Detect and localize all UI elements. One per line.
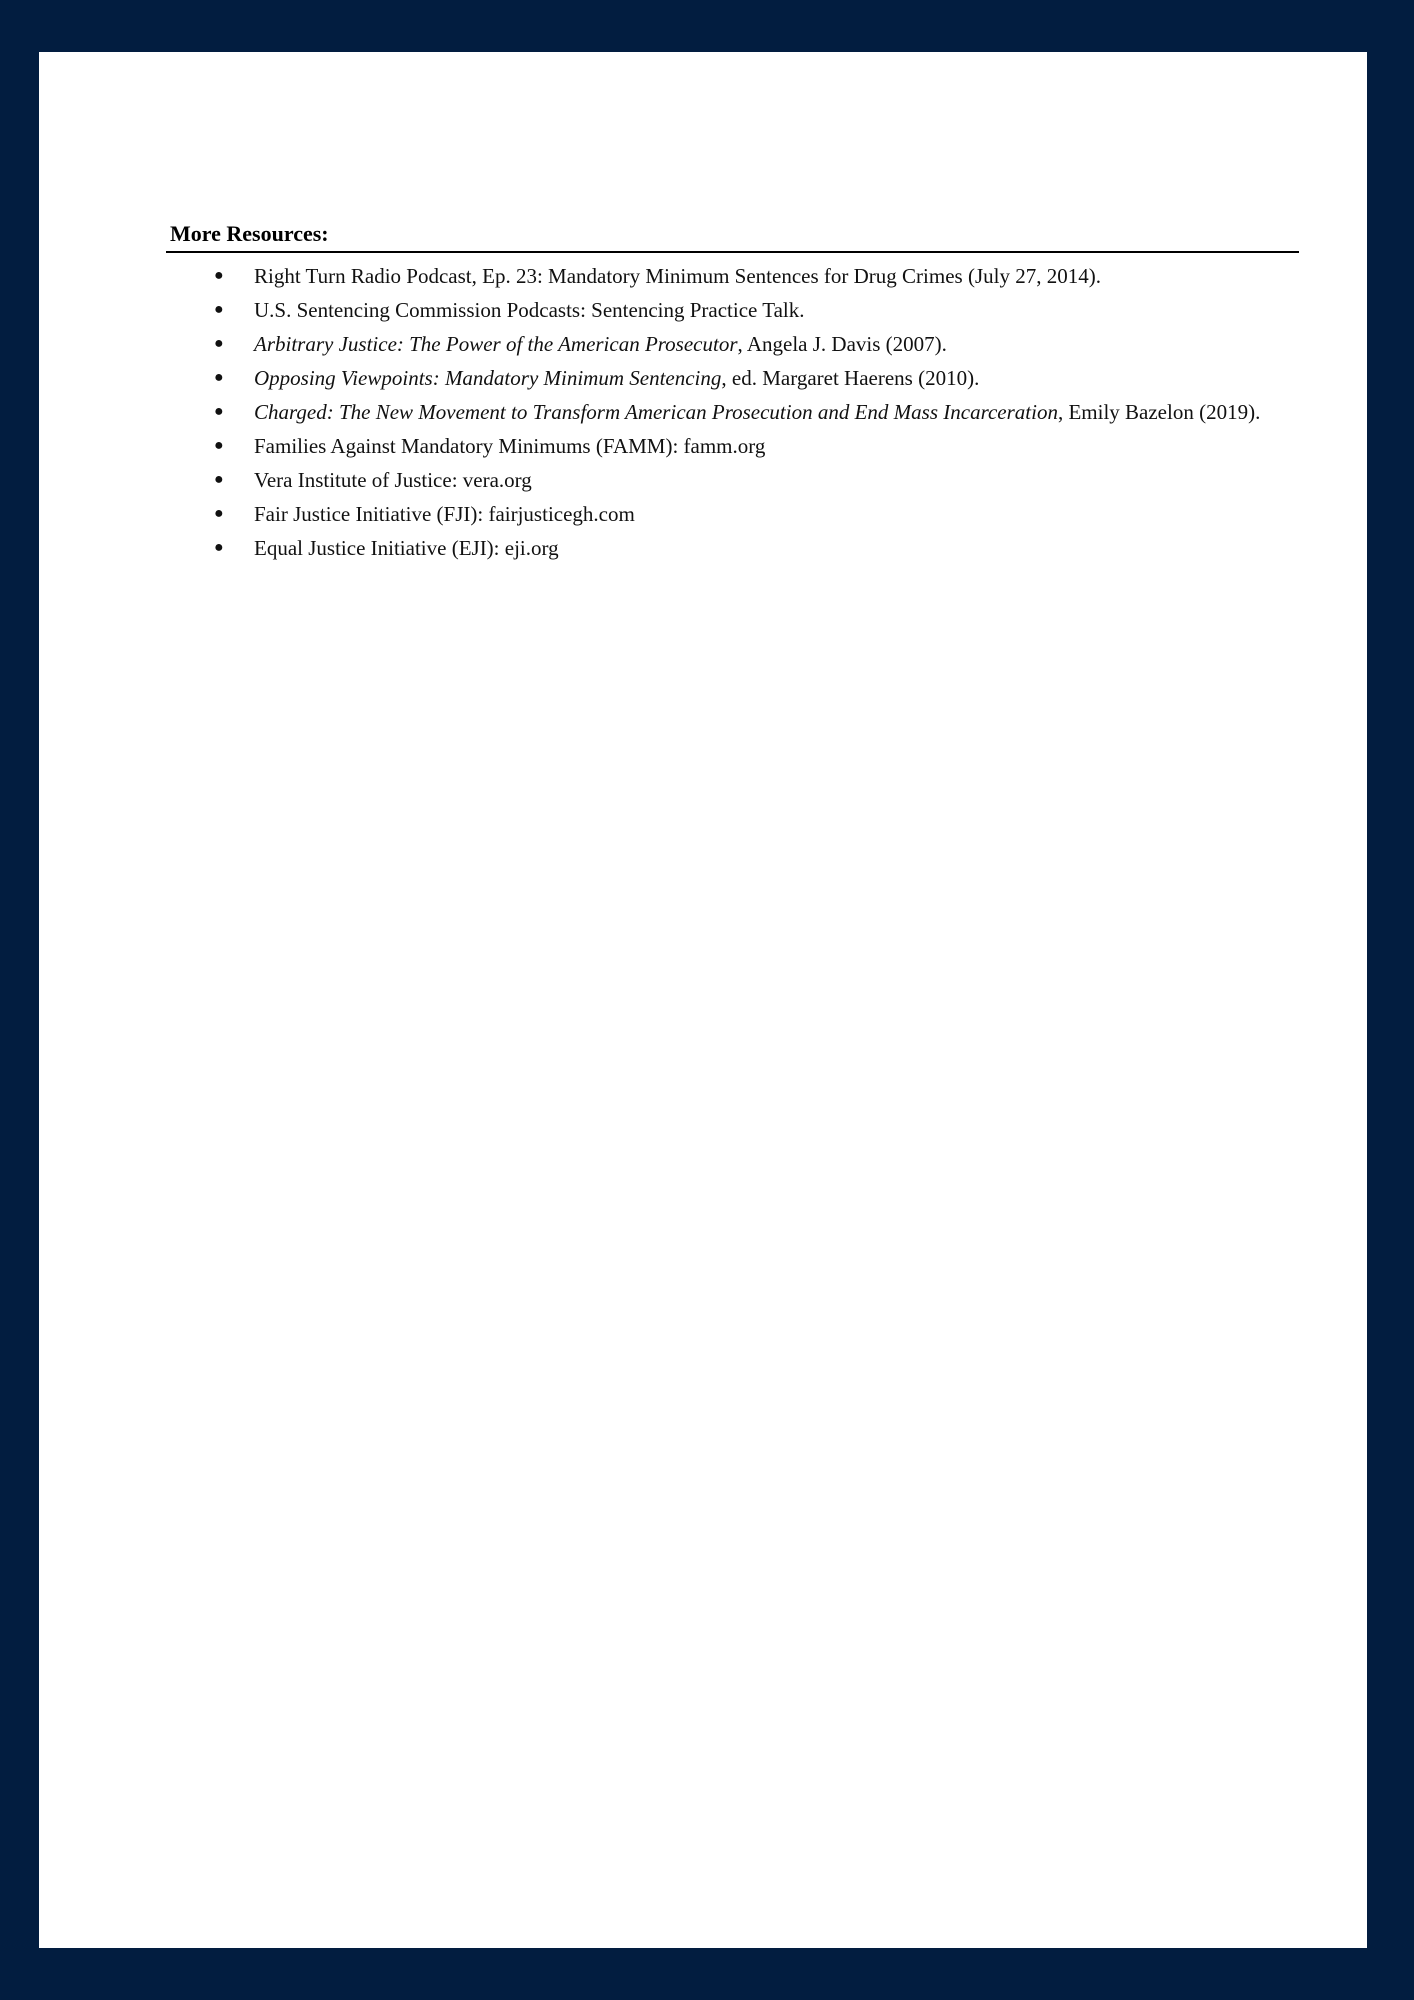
resource-title: Opposing Viewpoints: Mandatory Minimum Sentencing bbox=[254, 366, 722, 390]
document-page bbox=[39, 52, 1367, 1948]
list-item bbox=[166, 361, 1316, 395]
resource-text: Vera Institute of Justice: vera.org bbox=[254, 468, 532, 492]
resources-list bbox=[166, 259, 1316, 565]
resource-title: Charged: The New Movement to Transform American Prosecution and End Mass Incarceration bbox=[254, 400, 1058, 424]
bullet-icon: ● bbox=[214, 437, 224, 454]
resource-text: U.S. Sentencing Commission Podcasts: Sentencing Practice Talk. bbox=[254, 298, 805, 322]
list-item bbox=[166, 259, 1316, 293]
resource-text: , ed. Margaret Haerens (2010). bbox=[721, 366, 980, 390]
bullet-icon: ● bbox=[214, 403, 224, 420]
resource-text: , Emily Bazelon (2019). bbox=[1057, 400, 1261, 424]
list-item bbox=[166, 429, 1316, 463]
bullet-icon: ● bbox=[214, 471, 224, 488]
resource-text: Equal Justice Initiative (EJI): eji.org bbox=[254, 536, 559, 560]
list-item bbox=[166, 497, 1316, 531]
section-heading: More Resources: bbox=[166, 220, 1299, 253]
list-item bbox=[166, 531, 1316, 565]
list-item bbox=[166, 293, 1316, 327]
resource-text: Right Turn Radio Podcast, Ep. 23: Mandatory Minimum Sentences for Drug Crimes (July 27, 2014). bbox=[254, 264, 1101, 288]
list-item bbox=[166, 463, 1316, 497]
bullet-icon: ● bbox=[214, 301, 224, 318]
bullet-icon: ● bbox=[214, 369, 224, 386]
resource-text: , Angela J. Davis (2007). bbox=[737, 332, 947, 356]
bullet-icon: ● bbox=[214, 335, 224, 352]
resource-text: Families Against Mandatory Minimums (FAMM): famm.org bbox=[254, 434, 766, 458]
resource-text: Fair Justice Initiative (FJI): fairjusticegh.com bbox=[254, 502, 635, 526]
bullet-icon: ● bbox=[214, 539, 224, 556]
list-item bbox=[166, 327, 1316, 361]
bullet-icon: ● bbox=[214, 267, 224, 284]
resource-title: Arbitrary Justice: The Power of the American Prosecutor bbox=[254, 332, 738, 356]
list-item bbox=[166, 395, 1316, 429]
bullet-icon: ● bbox=[214, 505, 224, 522]
